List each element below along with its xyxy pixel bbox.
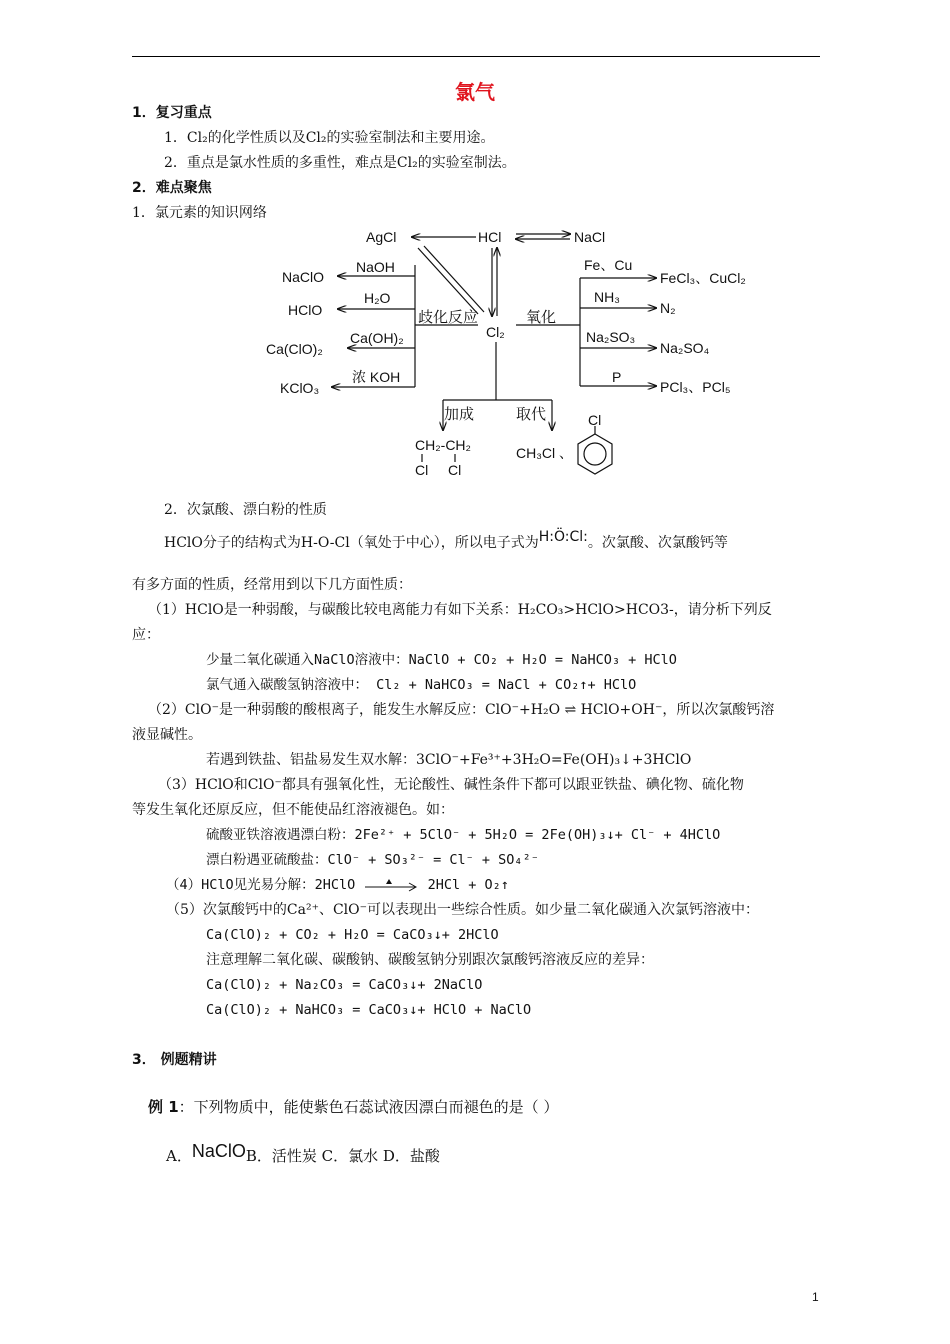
section-2-heading: 2．难点聚焦 <box>132 180 212 196</box>
paragraph: 1．Cl₂的化学性质以及Cl₂的实验室制法和主要用途。 <box>164 130 495 146</box>
options-rest: B．活性炭 C．氯水 D．盐酸 <box>245 1147 440 1165</box>
reaction: 少量二氧化碳通入NaClO溶液中：NaClO + CO₂ + H₂O = NaHCO₃ + HClO <box>206 652 677 668</box>
label-hcl: HCl <box>478 229 502 245</box>
page-title: 氯气 <box>455 80 495 104</box>
label-caoh2: Ca(OH)₂ <box>350 330 404 346</box>
label-h2o: H₂O <box>364 290 391 306</box>
paragraph: （3）HClO和ClO⁻都具有强氧化性，无论酸性、碱性条件下都可以跟亚铁盐、碘化物、硫化物 <box>158 777 744 793</box>
label-koh: 浓 KOH <box>352 369 401 385</box>
header-rule <box>132 56 820 57</box>
reaction: Ca(ClO)₂ + CO₂ + H₂O = CaCO₃↓+ 2HClO <box>206 927 499 943</box>
label-naclo: NaClO <box>282 269 325 285</box>
benzene-circle <box>584 443 606 465</box>
diagonal-line <box>424 246 484 312</box>
text: HClO分子的结构式为H-O-Cl（氧处于中心），所以电子式为 <box>164 535 539 551</box>
label-na2so3: Na₂SO₃ <box>586 329 636 345</box>
heat-arrow <box>363 878 419 892</box>
paragraph: （5）次氯酸钙中的Ca²⁺、ClO⁻可以表现出一些综合性质。如少量二氧化碳通入次氯钙溶液中： <box>166 902 760 918</box>
paragraph: 等发生氧化还原反应，但不能使品红溶液褪色。如： <box>132 802 454 818</box>
reaction: 硫酸亚铁溶液遇漂白粉：2Fe²⁺ + 5ClO⁻ + 5H₂O = 2Fe(OH)₃↓+ Cl⁻ + 4HClO <box>206 827 721 843</box>
label-naoh: NaOH <box>356 259 395 275</box>
options <box>166 1141 440 1165</box>
label-pcl3-pcl5: PCl₃、PCl₅ <box>660 379 731 395</box>
label-addition: 加成 <box>444 406 475 423</box>
text: ：下列物质中，能使紫色石蕊试液因漂白而褪色的是（ ） <box>178 1098 559 1116</box>
label-ch2-ch2: CH₂-CH₂ <box>415 437 471 453</box>
text: 。次氯酸、次氯酸钙等 <box>587 535 728 551</box>
label-nh3: NH₃ <box>594 289 620 305</box>
label-cl: Cl <box>588 412 602 428</box>
paragraph: （2）ClO⁻是一种弱酸的酸根离子，能发生水解反应：ClO⁻+H₂O ⇌ HClO+OH⁻，所以次氯酸钙溶 <box>148 702 775 718</box>
reaction: 氯气通入碳酸氢钠溶液中： Cl₂ + NaHCO₃ = NaCl + CO₂↑+ HClO <box>206 677 637 693</box>
benzene-ring <box>578 434 612 474</box>
label-agcl: AgCl <box>366 229 397 245</box>
label-cl: Cl <box>448 462 462 478</box>
paragraph: 有多方面的性质，经常用到以下几方面性质： <box>132 577 412 593</box>
option-a: A． <box>166 1147 192 1165</box>
paragraph: 注意理解二氧化碳、碳酸钠、碳酸氢钠分别跟次氯酸钙溶液反应的差异： <box>206 952 654 968</box>
label-p: P <box>612 369 622 385</box>
label-substitution: 取代 <box>516 406 547 423</box>
subheading: 2．次氯酸、漂白粉的性质 <box>164 502 327 518</box>
label-hclo: HClO <box>288 302 323 318</box>
label-cl2: Cl₂ <box>486 324 505 340</box>
paragraph: 应： <box>132 627 160 643</box>
paragraph: 液显碱性。 <box>132 727 202 743</box>
paragraph: （1）HClO是一种弱酸，与碳酸比较电离能力有如下关系：H₂CO₃>HClO>HCO3-，请分析下列反 <box>148 602 772 618</box>
label-na2so4: Na₂SO₄ <box>660 340 710 356</box>
chlorine-knowledge-diagram <box>260 220 780 500</box>
label-fecl3-cucl2: FeCl₃、CuCl₂ <box>660 270 746 286</box>
paragraph <box>164 529 728 552</box>
label-ch3cl: CH₃Cl 、 <box>516 445 574 461</box>
example-label: 例 1 <box>148 1098 179 1116</box>
text: 2HCl + O₂↑ <box>427 877 509 893</box>
diagonal-line <box>418 248 478 314</box>
reaction: Ca(ClO)₂ + NaHCO₃ = CaCO₃↓+ HClO + NaClO <box>206 1002 532 1018</box>
section-3-heading: 3． 例题精讲 <box>132 1052 217 1068</box>
reaction: 漂白粉遇亚硫酸盐：ClO⁻ + SO₃²⁻ = Cl⁻ + SO₄²⁻ <box>206 852 539 868</box>
label-kclo3: KClO₃ <box>280 380 320 396</box>
label-fe-cu: Fe、Cu <box>584 257 633 273</box>
label-nacl: NaCl <box>574 229 606 245</box>
label-disproportionation: 歧化反应 <box>418 309 479 326</box>
paragraph <box>166 876 509 894</box>
paragraph: 2．重点是氯水性质的多重性，难点是Cl₂的实验室制法。 <box>164 155 516 171</box>
text: （4）HClO见光易分解：2HClO <box>166 877 356 893</box>
example-question <box>148 1098 558 1116</box>
label-n2: N₂ <box>660 300 676 316</box>
lewis-structure: H:Ö:Cl: <box>538 529 588 545</box>
label-oxidation: 氧化 <box>526 309 557 326</box>
reaction: Ca(ClO)₂ + Na₂CO₃ = CaCO₃↓+ 2NaClO <box>206 977 483 993</box>
page-number: 1 <box>812 1290 819 1304</box>
section-1-heading: 1．复习重点 <box>132 105 212 121</box>
reaction: 若遇到铁盐、铝盐易发生双水解：3ClO⁻+Fe³⁺+3H₂O=Fe(OH)₃↓+3HClO <box>206 752 692 768</box>
label-caclo2: Ca(ClO)₂ <box>266 341 323 357</box>
subheading: 1．氯元素的知识网络 <box>132 205 267 221</box>
label-cl: Cl <box>415 462 429 478</box>
option-a-value: NaClO <box>191 1141 246 1161</box>
